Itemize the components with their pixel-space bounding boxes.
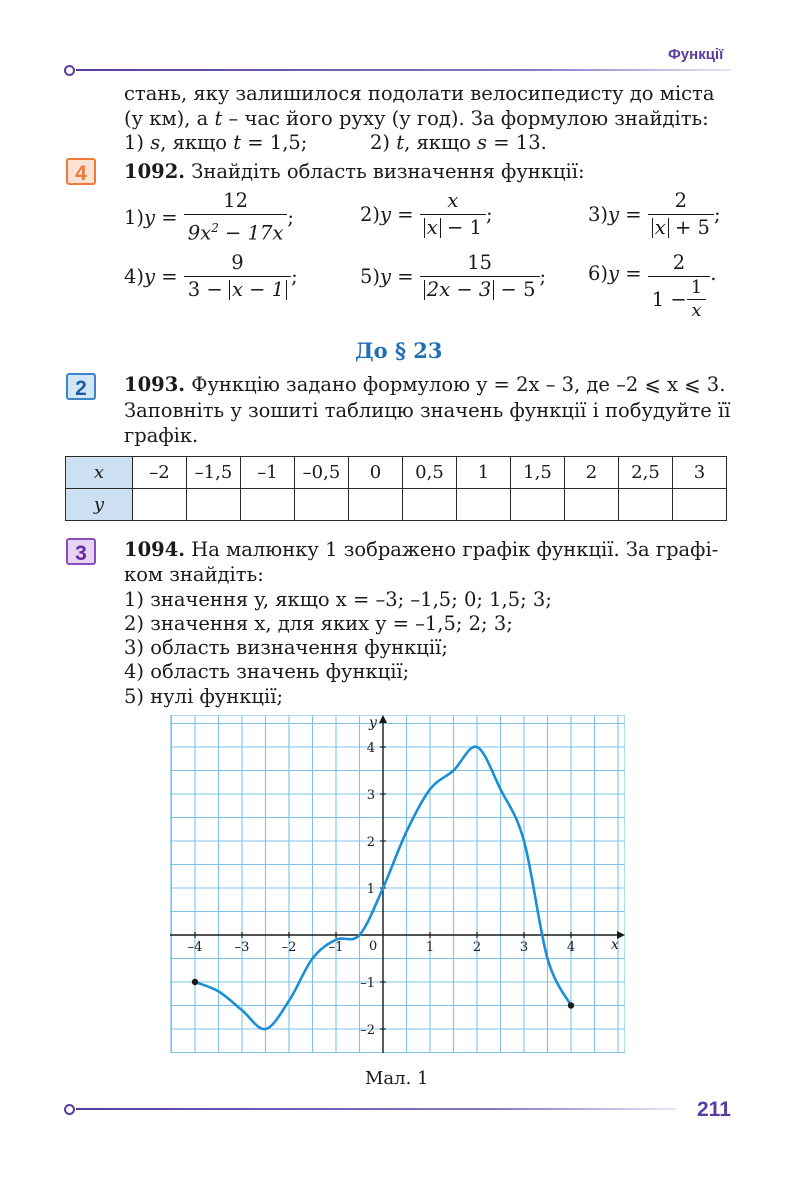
fraction: $\frac{12}{9x^2 - 17x}$ — [184, 188, 288, 247]
table-cell-x: 2,5 — [619, 457, 673, 489]
table-cell-x: 1,5 — [511, 457, 565, 489]
section-title: Функції — [668, 46, 724, 63]
x-tick-label: 4 — [566, 940, 576, 955]
section-heading: До § 23 — [355, 338, 443, 363]
function-5: 5) y = $\frac{15}{2x - 3 - 5}$ ; — [360, 251, 547, 301]
function-6: 6) y = 2 1 − $\frac{1}{x}$ . — [588, 251, 717, 321]
level-badge-2: 2 — [66, 373, 96, 400]
table-cell-x: –1 — [241, 457, 295, 489]
function-2: 2) y = $\frac{x}{x - 1}$ ; — [360, 189, 493, 239]
x-axis-label: x — [611, 937, 619, 953]
table-cell-x: –0,5 — [295, 457, 349, 489]
ex1094-line-2: ком знайдіть: — [124, 563, 264, 586]
ex1093-line-2: Заповніть у зошиті таблицю значень функції і побудуйте її — [124, 399, 731, 422]
ex1094-item-2: 2) значення x, для яких y = –1,5; 2; 3; — [124, 612, 513, 635]
table-cell-y — [349, 489, 403, 521]
table-cell-y — [565, 489, 619, 521]
table-cell-y — [295, 489, 349, 521]
origin-label: 0 — [369, 939, 378, 954]
ex1092-heading: 1092. Знайдіть область визначення функції: — [124, 160, 585, 183]
table-cell-x: 0 — [349, 457, 403, 489]
fraction: $\frac{15}{2x - 3 - 5}$ — [420, 250, 540, 303]
curve-endpoint — [192, 979, 198, 985]
fraction: $\frac{9}{3 - x - 1}$ — [184, 250, 291, 303]
table-cell-x: 0,5 — [403, 457, 457, 489]
y-tick-label: 4 — [366, 741, 375, 756]
table-row-x — [66, 457, 727, 489]
intro-item-1: 1) s, якщо t = 1,5; — [124, 131, 308, 154]
fraction: 2 1 − $\frac{1}{x}$ — [648, 250, 710, 322]
table-cell-x: 3 — [673, 457, 727, 489]
ex1094-item-4: 4) область значень функції; — [124, 660, 410, 683]
table-cell-y — [619, 489, 673, 521]
level-badge-3: 3 — [66, 538, 96, 565]
table-cell-x: –1,5 — [187, 457, 241, 489]
table-cell-y — [457, 489, 511, 521]
ex1094-item-5: 5) нулі функції; — [124, 685, 284, 708]
x-tick-label: –1 — [328, 940, 344, 955]
page-number: 211 — [697, 1098, 731, 1121]
intro-line-2: (у км), а t – час його руху (у год). За формулою знайдіть: — [124, 107, 709, 130]
fraction: $\frac{x}{x - 1}$ — [420, 188, 486, 241]
y-tick-label: 2 — [366, 835, 375, 850]
table-cell-y — [403, 489, 457, 521]
x-tick-label: –4 — [187, 940, 203, 955]
function-1: 1) y = $\frac{12}{9x^2 - 17x}$ ; — [124, 189, 294, 245]
table-cell-y — [673, 489, 727, 521]
table-cell-x: 1 — [457, 457, 511, 489]
ex1094-item-1: 1) значення y, якщо x = –3; –1,5; 0; 1,5; 3; — [124, 588, 552, 611]
x-tick-label: –2 — [281, 940, 297, 955]
function-3: 3) y = $\frac{2}{x + 5}$ ; — [588, 189, 721, 239]
x-tick-label: 2 — [472, 940, 482, 955]
x-tick-label: 1 — [425, 940, 435, 955]
footer-circle-left — [64, 1104, 75, 1115]
function-graph — [170, 715, 625, 1053]
ex1094-item-3: 3) область визначення функції; — [124, 636, 448, 659]
x-tick-label: 3 — [519, 940, 529, 955]
level-badge-4: 4 — [66, 158, 96, 185]
ex1093-line-1: 1093. Функцію задано формулою y = 2x – 3, де –2 ⩽ x ⩽ 3. — [124, 373, 726, 396]
table-header-y: y — [66, 489, 133, 521]
y-axis-label: y — [369, 715, 377, 731]
y-tick-label: –2 — [360, 1023, 375, 1038]
x-tick-label: –3 — [234, 940, 250, 955]
function-4: 4) y = $\frac{9}{3 - x - 1}$ ; — [124, 251, 298, 301]
values-table — [65, 456, 727, 521]
table-row-y — [66, 489, 727, 521]
y-tick-label: –1 — [360, 976, 375, 991]
ex1094-line-1: 1094. На малюнку 1 зображено графік функції. За графі- — [124, 538, 719, 561]
figure-caption: Мал. 1 — [365, 1068, 429, 1089]
intro-item-2: 2) t, якщо s = 13. — [370, 131, 547, 154]
table-cell-y — [511, 489, 565, 521]
y-tick-label: 1 — [366, 882, 375, 897]
graph-background — [170, 715, 625, 1053]
header-line — [76, 69, 731, 71]
table-cell-x: –2 — [133, 457, 187, 489]
footer-line — [76, 1108, 676, 1110]
table-cell-y — [241, 489, 295, 521]
table-cell-y — [133, 489, 187, 521]
table-header-x: x — [66, 457, 133, 489]
curve-endpoint — [568, 1002, 574, 1008]
ex1093-line-3: графік. — [124, 424, 199, 447]
header-circle-left — [64, 65, 75, 76]
y-tick-label: 3 — [366, 788, 375, 803]
fraction: $\frac{2}{x + 5}$ — [648, 188, 714, 241]
intro-line-1: стань, яку залишилося подолати велосипедисту до міста — [124, 82, 715, 105]
table-cell-x: 2 — [565, 457, 619, 489]
table-cell-y — [187, 489, 241, 521]
